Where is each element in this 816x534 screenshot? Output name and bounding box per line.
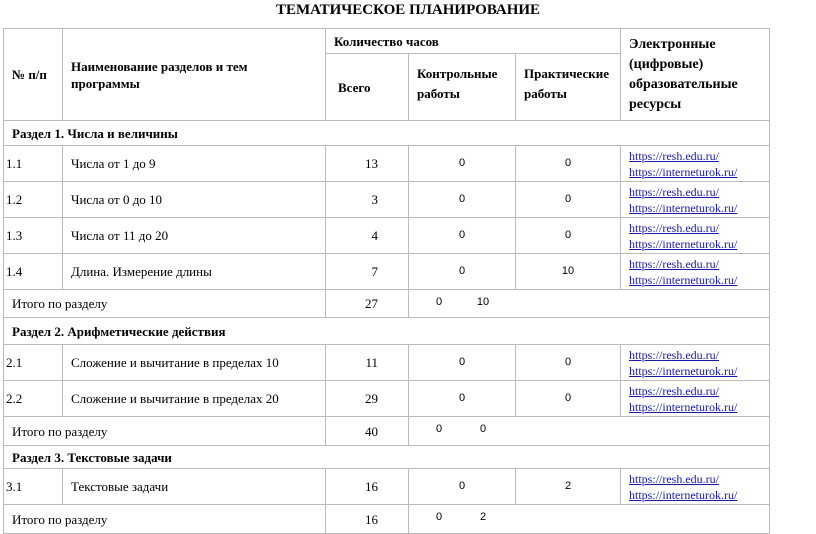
total-label: Итого по разделу <box>4 417 326 446</box>
row-num: 2.2 <box>4 381 63 417</box>
total-hours: 27 <box>326 290 409 318</box>
row-total: 7 <box>326 254 409 290</box>
row-num: 1.1 <box>4 146 63 182</box>
total-control: 0 <box>435 296 443 308</box>
row-practical: 0 <box>516 218 621 254</box>
planning-table <box>3 28 770 534</box>
row-total: 4 <box>326 218 409 254</box>
row-num: 3.1 <box>4 469 63 505</box>
row-name: Сложение и вычитание в пределах 20 <box>63 381 326 417</box>
header-num: № п/п <box>4 29 63 121</box>
row-total: 3 <box>326 182 409 218</box>
link-interneturok[interactable]: https://interneturok.ru/ <box>629 399 738 414</box>
link-resh[interactable]: https://resh.edu.ru/ <box>629 184 720 199</box>
row-num: 1.3 <box>4 218 63 254</box>
row-num: 2.1 <box>4 345 63 381</box>
link-interneturok[interactable]: https://interneturok.ru/ <box>629 200 738 215</box>
link-interneturok[interactable]: https://interneturok.ru/ <box>629 487 738 502</box>
link-resh[interactable]: https://resh.edu.ru/ <box>629 148 720 163</box>
row-control: 0 <box>409 218 516 254</box>
table-row <box>4 381 770 417</box>
link-resh[interactable]: https://resh.edu.ru/ <box>629 471 720 486</box>
page-title: ТЕМАТИЧЕСКОЕ ПЛАНИРОВАНИЕ <box>275 2 541 18</box>
row-control: 0 <box>409 254 516 290</box>
link-resh[interactable]: https://resh.edu.ru/ <box>629 256 720 271</box>
row-name: Числа от 0 до 10 <box>63 182 326 218</box>
section-total-row <box>4 290 770 318</box>
row-control: 0 <box>409 469 516 505</box>
header-name: Наименование разделов и тем программы <box>63 29 326 121</box>
header-control: Контрольные работы <box>409 54 516 121</box>
link-resh[interactable]: https://resh.edu.ru/ <box>629 220 720 235</box>
row-control: 0 <box>409 381 516 417</box>
row-name: Числа от 1 до 9 <box>63 146 326 182</box>
total-practical: 2 <box>479 511 487 523</box>
table-row <box>4 218 770 254</box>
row-control: 0 <box>409 146 516 182</box>
header-practical: Практические работы <box>516 54 621 121</box>
link-interneturok[interactable]: https://interneturok.ru/ <box>629 363 738 378</box>
table-row <box>4 254 770 290</box>
total-practical: 10 <box>476 296 490 308</box>
row-practical: 0 <box>516 182 621 218</box>
link-interneturok[interactable]: https://interneturok.ru/ <box>629 272 738 287</box>
total-practical: 0 <box>479 423 487 435</box>
row-control: 0 <box>409 182 516 218</box>
link-interneturok[interactable]: https://interneturok.ru/ <box>629 164 738 179</box>
row-total: 13 <box>326 146 409 182</box>
total-control: 0 <box>435 423 443 435</box>
header-hours: Количество часов <box>326 29 621 54</box>
row-total: 16 <box>326 469 409 505</box>
header-total: Всего <box>326 54 409 121</box>
row-name: Числа от 11 до 20 <box>63 218 326 254</box>
section-title: Раздел 2. Арифметические действия <box>4 318 770 345</box>
table-row <box>4 345 770 381</box>
total-hours: 40 <box>326 417 409 446</box>
row-practical: 10 <box>516 254 621 290</box>
row-control: 0 <box>409 345 516 381</box>
table-row <box>4 469 770 505</box>
row-practical: 0 <box>516 146 621 182</box>
row-name: Длина. Измерение длины <box>63 254 326 290</box>
row-name: Сложение и вычитание в пределах 10 <box>63 345 326 381</box>
section-total-row <box>4 417 770 446</box>
section-title: Раздел 3. Текстовые задачи <box>4 446 770 469</box>
row-practical: 0 <box>516 345 621 381</box>
total-hours: 16 <box>326 505 409 534</box>
total-label: Итого по разделу <box>4 290 326 318</box>
table-row <box>4 146 770 182</box>
row-num: 1.4 <box>4 254 63 290</box>
row-name: Текстовые задачи <box>63 469 326 505</box>
row-practical: 0 <box>516 381 621 417</box>
header-resources: Электронные (цифровые) образовательные ресурсы <box>621 29 770 121</box>
link-resh[interactable]: https://resh.edu.ru/ <box>629 347 720 362</box>
section-total-row <box>4 505 770 534</box>
total-control: 0 <box>435 511 443 523</box>
row-total: 11 <box>326 345 409 381</box>
table-row <box>4 182 770 218</box>
section-title: Раздел 1. Числа и величины <box>4 121 770 146</box>
row-practical: 2 <box>516 469 621 505</box>
row-num: 1.2 <box>4 182 63 218</box>
link-resh[interactable]: https://resh.edu.ru/ <box>629 383 720 398</box>
link-interneturok[interactable]: https://interneturok.ru/ <box>629 236 738 251</box>
row-total: 29 <box>326 381 409 417</box>
total-label: Итого по разделу <box>4 505 326 534</box>
